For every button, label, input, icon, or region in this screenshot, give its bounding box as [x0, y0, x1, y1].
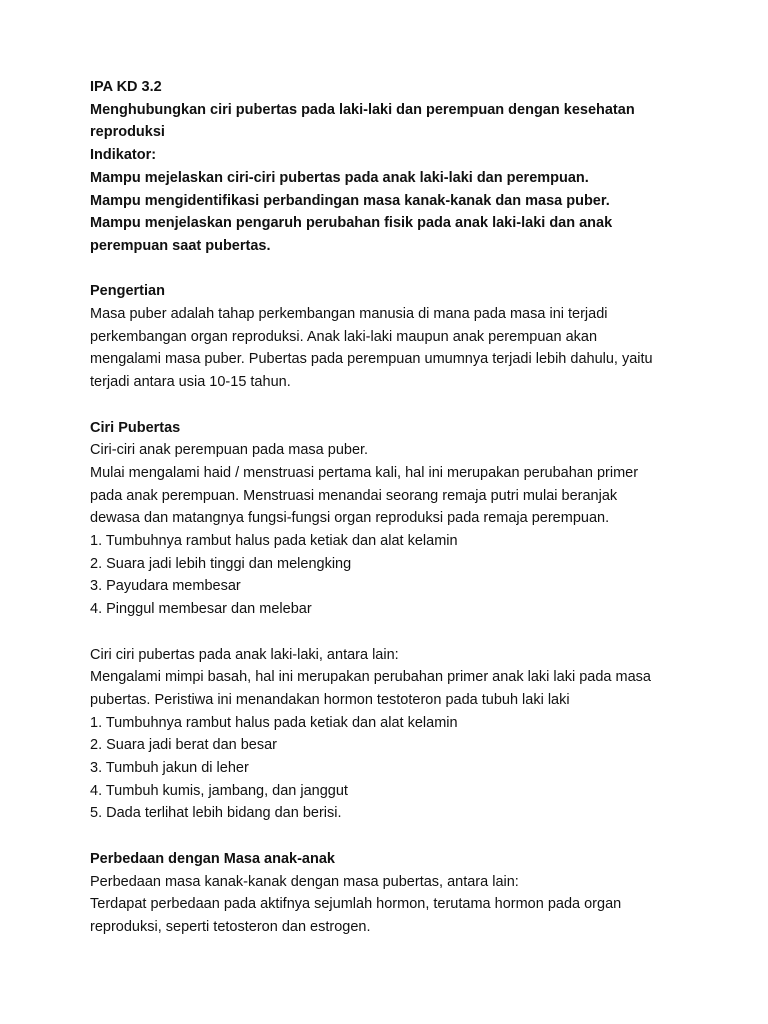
perbedaan-line-1: Perbedaan masa kanak-kanak dengan masa pubertas, antara lain:	[90, 873, 519, 890]
ciri-laki-intro: Ciri ciri pubertas pada anak laki-laki, antara lain:	[90, 646, 399, 663]
perbedaan-line-2: Terdapat perbedaan pada aktifnya sejumlah hormon, terutama hormon pada organ	[90, 896, 622, 913]
doc-title: IPA KD 3.2	[90, 79, 162, 95]
ciri-heading: Ciri Pubertas	[90, 419, 181, 436]
spacer	[90, 621, 750, 644]
pengertian-line-3: mengalami masa puber. Pubertas pada perempuan umumnya terjadi lebih dahulu, yaitu	[90, 351, 653, 368]
pengertian-line-4: terjadi antara usia 10-15 tahun.	[90, 374, 291, 391]
ciri-perempuan-intro: Ciri-ciri anak perempuan pada masa puber.	[90, 442, 369, 459]
indikator-label: Indikator:	[90, 147, 157, 164]
ciri-perempuan-line-3: dewasa dan matangnya fungsi-fungsi organ reproduksi pada remaja perempuan.	[90, 510, 610, 527]
ciri-laki-line-1: Mengalami mimpi basah, hal ini merupakan perubahan primer anak laki laki pada masa	[90, 669, 651, 686]
indikator-line-2: Mampu mengidentifikasi perbandingan masa kanak-kanak dan masa puber.	[90, 192, 610, 209]
indikator-line-3: Mampu menjelaskan pengaruh perubahan fisik pada anak laki-laki dan anak	[90, 215, 613, 232]
indikator-line-1: Mampu mejelaskan ciri-ciri pubertas pada anak laki-laki dan perempuan.	[90, 169, 589, 186]
perbedaan-heading: Perbedaan dengan Masa anak-anak	[90, 850, 335, 867]
spacer	[90, 394, 750, 417]
pengertian-line-1: Masa puber adalah tahap perkembangan manusia di mana pada masa ini terjadi	[90, 306, 608, 323]
list-item: 4. Pinggul membesar dan melebar	[90, 601, 312, 618]
perbedaan-line-3: reproduksi, seperti tetosteron dan estrogen.	[90, 918, 371, 935]
pengertian-line-2: perkembangan organ reproduksi. Anak laki-laki maupun anak perempuan akan	[90, 328, 598, 345]
doc-subtitle-line-2: reproduksi	[90, 124, 165, 141]
list-item: 2. Suara jadi lebih tinggi dan melengking	[90, 555, 352, 572]
list-item: 1. Tumbuhnya rambut halus pada ketiak dan alat kelamin	[90, 533, 458, 550]
list-item: 3. Payudara membesar	[90, 578, 241, 595]
doc-subtitle-line-1: Menghubungkan ciri pubertas pada laki-laki dan perempuan dengan kesehatan	[90, 101, 635, 118]
document-page	[90, 76, 750, 939]
list-item: 1. Tumbuhnya rambut halus pada ketiak dan alat kelamin	[90, 714, 458, 731]
list-item: 3. Tumbuh jakun di leher	[90, 760, 249, 777]
indikator-line-4: perempuan saat pubertas.	[90, 237, 271, 254]
list-item: 4. Tumbuh kumis, jambang, dan janggut	[90, 782, 348, 799]
ciri-laki-line-2: pubertas. Peristiwa ini menandakan hormon testoteron pada tubuh laki laki	[90, 691, 570, 708]
pengertian-heading: Pengertian	[90, 283, 165, 300]
list-item: 2. Suara jadi berat dan besar	[90, 737, 278, 754]
ciri-perempuan-line-1: Mulai mengalami haid / menstruasi pertama kali, hal ini merupakan perubahan primer	[90, 464, 639, 481]
ciri-perempuan-line-2: pada anak perempuan. Menstruasi menandai seorang remaja putri mulai beranjak	[90, 487, 618, 504]
list-item: 5. Dada terlihat lebih bidang dan berisi.	[90, 805, 342, 822]
spacer	[90, 258, 750, 281]
spacer	[90, 825, 750, 848]
